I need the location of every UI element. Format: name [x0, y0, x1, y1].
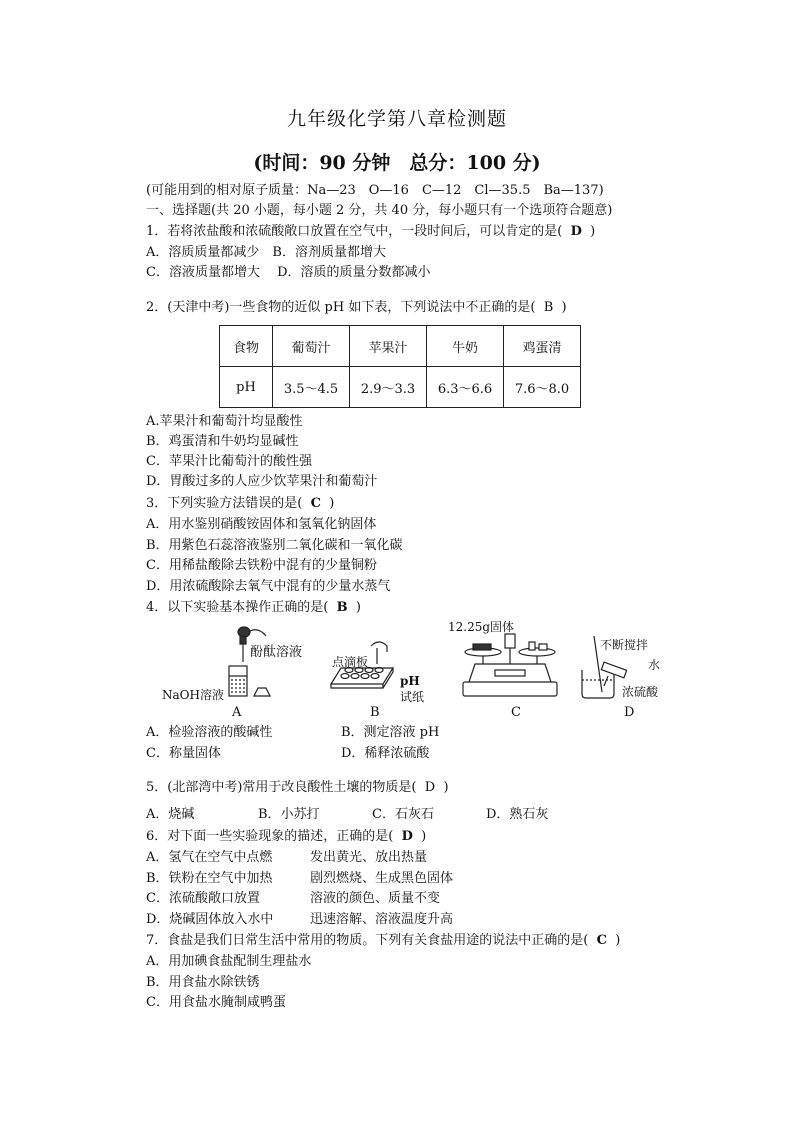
- figure-b-label-paper: 试纸: [400, 690, 425, 704]
- question-4-stem: 4．以下实验基本操作正确的是( B ): [146, 600, 361, 615]
- figure-c-label-solid: 12.25g固体: [448, 620, 515, 634]
- question-1-stem: 1．若将浓盐酸和浓硫酸敞口放置在空气中，一段时间后，可以肯定的是( D ): [146, 224, 596, 239]
- table-cell: 7.6～8.0: [504, 367, 581, 408]
- question-4-option-d: D．稀释浓硫酸: [341, 746, 430, 761]
- question-6-option-d: D．烧碱固体放入水中: [146, 912, 274, 927]
- question-7-option-a: A．用加碘食盐配制生理盐水: [146, 954, 312, 969]
- question-3-option-c: C．用稀盐酸除去铁粉中混有的少量铜粉: [146, 558, 377, 573]
- answer-q2: B: [543, 300, 554, 315]
- figure-b-letter: B: [370, 705, 380, 720]
- figure-a-label-phenolphthalein: 酚酞溶液: [250, 645, 303, 660]
- question-5-option-a: A．烧碱: [146, 807, 195, 822]
- question-2-option-a: A.苹果汁和葡萄汁均显酸性: [146, 414, 303, 429]
- table-cell: pH: [220, 367, 273, 408]
- page-subtitle: (时间：90 分钟 总分：100 分): [253, 152, 541, 174]
- answer-q1: D: [570, 224, 582, 239]
- question-4-option-a: A．检验溶液的酸碱性: [146, 725, 273, 740]
- question-5-option-c: C．石灰石: [372, 807, 434, 822]
- question-1-options-ab: A．溶质质量都减少 B．溶剂质量都增大: [146, 245, 386, 260]
- question-6-stem: 6．对下面一些实验现象的描述，正确的是( D ): [146, 829, 427, 844]
- question-7-option-c: C．用食盐水腌制咸鸭蛋: [146, 995, 286, 1010]
- page-title: 九年级化学第八章检测题: [286, 108, 507, 130]
- question-5-stem: 5．(北部湾中考)常用于改良酸性土壤的物质是( D ): [146, 780, 449, 795]
- table-cell: 鸡蛋清: [504, 326, 581, 367]
- table-cell: 苹果汁: [350, 326, 427, 367]
- question-6-option-a: A．氢气在空气中点燃: [146, 850, 273, 865]
- question-7-option-b: B．用食盐水除铁锈: [146, 975, 260, 990]
- answer-q7: C: [596, 933, 607, 948]
- table-row: [220, 326, 581, 367]
- table-cell: 牛奶: [427, 326, 504, 367]
- table-cell: 6.3～6.6: [427, 367, 504, 408]
- question-3-option-d: D．用浓硫酸除去氧气中混有的少量水蒸气: [146, 579, 391, 594]
- question-1-options-cd: C．溶液质量都增大 D．溶质的质量分数都减小: [146, 265, 431, 280]
- question-6-option-b-desc: 剧烈燃烧、生成黑色固体: [310, 871, 454, 886]
- figure-c-letter: C: [511, 705, 521, 720]
- question-6-option-c: C．浓硫酸敞口放置: [146, 891, 260, 906]
- answer-q6: D: [401, 829, 413, 844]
- figure-d-letter: D: [624, 705, 635, 720]
- question-6-option-a-desc: 发出黄光、放出热量: [310, 850, 428, 865]
- question-6-option-c-desc: 溶液的颜色、质量不变: [310, 891, 441, 906]
- answer-q5: D: [424, 780, 436, 795]
- ph-table: [219, 325, 581, 408]
- question-4-option-c: C．称量固体: [146, 746, 221, 761]
- figure-b-label-ph: pH: [400, 674, 420, 688]
- question-5-option-b: B．小苏打: [258, 807, 320, 822]
- question-2-option-b: B．鸡蛋清和牛奶均显碱性: [146, 434, 299, 449]
- figure-d-label-water: 水: [648, 658, 661, 672]
- question-3-option-a: A．用水鉴别硝酸铵固体和氢氧化钠固体: [146, 517, 377, 532]
- question-6-option-d-desc: 迅速溶解、溶液温度升高: [310, 912, 454, 927]
- question-6-option-b: B．铁粉在空气中加热: [146, 871, 273, 886]
- figure-a-letter: A: [232, 705, 242, 720]
- answer-q3: C: [310, 496, 321, 511]
- answer-q4: B: [336, 600, 348, 615]
- figure-d-label-acid: 浓硫酸: [622, 685, 659, 699]
- table-cell: 2.9～3.3: [350, 367, 427, 408]
- question-5-option-d: D．熟石灰: [486, 807, 549, 822]
- section-heading: 一、选择题(共 20 小题，每小题 2 分，共 40 分，每小题只有一个选项符合题意): [146, 203, 613, 218]
- table-cell: 食物: [220, 326, 273, 367]
- question-7-stem: 7．食盐是我们日常生活中常用的物质。下列有关食盐用途的说法中正确的是( C ): [146, 933, 621, 948]
- question-3-stem: 3．下列实验方法错误的是( C ): [146, 496, 335, 511]
- question-2-option-c: C．苹果汁比葡萄汁的酸性强: [146, 454, 312, 469]
- atomic-masses-note: (可能用到的相对原子质量：Na—23 O—16 C—12 Cl—35.5 Ba—137): [146, 183, 604, 198]
- figure-d-label-stir: 不断搅拌: [600, 638, 649, 652]
- figure-c-balance: [455, 630, 565, 702]
- figure-b-spot-plate: [325, 640, 405, 700]
- question-3-option-b: B．用紫色石蕊溶液鉴别二氧化碳和一氧化碳: [146, 538, 403, 553]
- figure-b-label-spot-plate: 点滴板: [332, 655, 369, 669]
- table-cell: 3.5～4.5: [273, 367, 350, 408]
- question-2-stem: 2．(天津中考)一些食物的近似 pH 如下表，下列说法中不正确的是( B ): [146, 300, 567, 315]
- figure-a-label-naoh: NaOH溶液: [162, 688, 224, 702]
- question-2-option-d: D．胃酸过多的人应少饮苹果汁和葡萄汁: [146, 474, 378, 489]
- question-4-option-b: B．测定溶液 pH: [341, 725, 440, 740]
- table-row: [220, 367, 581, 408]
- table-cell: 葡萄汁: [273, 326, 350, 367]
